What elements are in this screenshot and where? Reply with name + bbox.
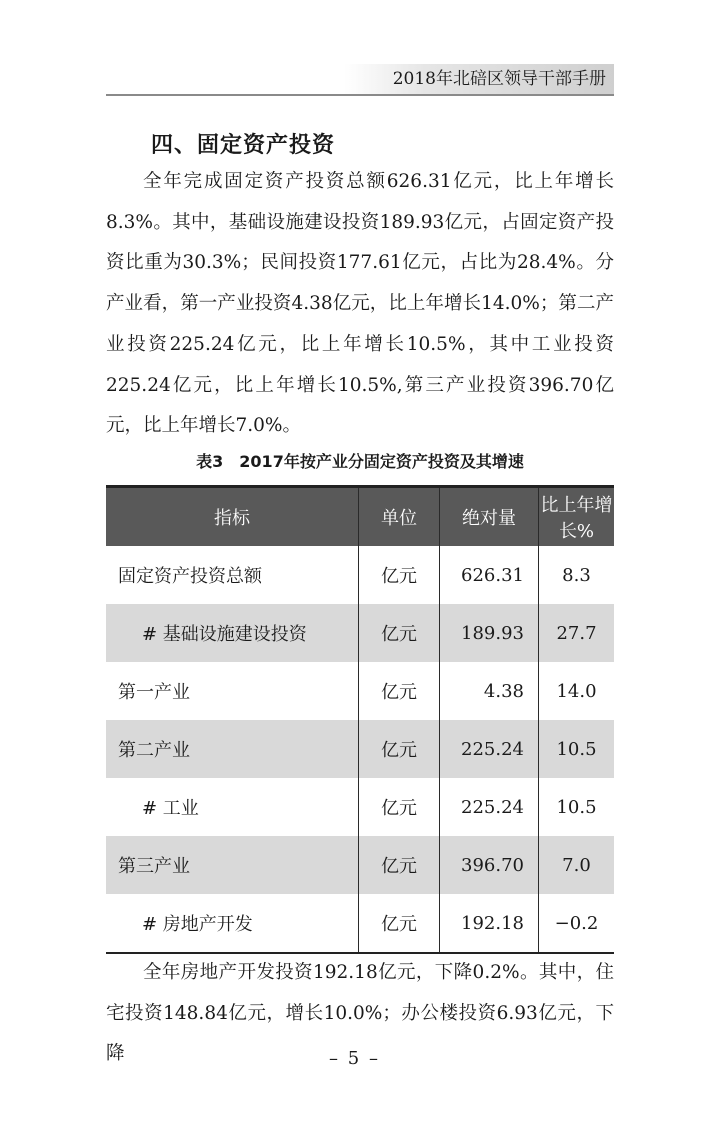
- table-row: [106, 836, 614, 894]
- row-growth: 8.3: [539, 546, 615, 604]
- row-value: 189.93: [440, 604, 539, 662]
- table-caption: 表3 2017年按产业分固定资产投资及其增速: [196, 452, 524, 471]
- section-heading: 四、固定资产投资: [151, 132, 336, 158]
- page-number: – 5 –: [329, 1048, 380, 1069]
- table-row: [106, 546, 614, 604]
- table-row: [106, 778, 614, 836]
- row-name: # 房地产开发: [142, 914, 253, 935]
- table-row: [106, 894, 614, 953]
- row-name: 固定资产投资总额: [118, 566, 262, 587]
- column-header-growth: 比上年增长%: [539, 487, 615, 547]
- row-value: 192.18: [440, 894, 539, 953]
- row-name: 第二产业: [106, 720, 359, 778]
- row-growth: 10.5: [539, 778, 615, 836]
- row-unit: 亿元: [359, 894, 440, 953]
- table-header-row: [106, 487, 614, 547]
- row-growth: −0.2: [539, 894, 615, 953]
- row-value: 225.24: [440, 720, 539, 778]
- paragraph-investment-summary: 全年完成固定资产投资总额626.31亿元，比上年增长8.3%。其中，基础设施建设投资189.93亿元，占固定资产投资比重为30.3%；民间投资177.61亿元，占比为28.4%。分产业看，第一产业投资4.38亿元，比上年增长14.0%；第二产业投资225.24亿元，比上年增长10.5%，其中工业投资225.24亿元，比上年增长10.5%,第三产业投资396.70亿元，比上年增长7.0%。: [106, 171, 614, 437]
- row-unit: 亿元: [359, 662, 440, 720]
- row-unit: 亿元: [359, 836, 440, 894]
- row-value: 626.31: [440, 546, 539, 604]
- column-header-unit: 单位: [359, 487, 440, 547]
- row-unit: 亿元: [359, 546, 440, 604]
- investment-table: [106, 485, 614, 954]
- column-header-indicator: 指标: [106, 487, 359, 547]
- row-value: 396.70: [440, 836, 539, 894]
- row-value: 4.38: [440, 662, 539, 720]
- row-name: 第三产业: [106, 836, 359, 894]
- running-header-title: 2018年北碚区领导干部手册: [344, 64, 614, 94]
- row-unit: 亿元: [359, 778, 440, 836]
- column-header-absolute: 绝对量: [440, 487, 539, 547]
- row-name: # 工业: [142, 798, 199, 819]
- row-unit: 亿元: [359, 604, 440, 662]
- row-growth: 14.0: [539, 662, 615, 720]
- header-rule: [106, 94, 614, 96]
- row-growth: 7.0: [539, 836, 615, 894]
- row-value: 225.24: [440, 778, 539, 836]
- row-growth: 10.5: [539, 720, 615, 778]
- paragraph-real-estate: 全年房地产开发投资192.18亿元，下降0.2%。其中，住宅投资148.84亿元，增长10.0%；办公楼投资6.93亿元，下降: [106, 962, 614, 1065]
- table-row: [106, 662, 614, 720]
- table-row: [106, 720, 614, 778]
- row-name: 第一产业: [118, 682, 190, 703]
- row-growth: 27.7: [539, 604, 615, 662]
- row-name: # 基础设施建设投资: [106, 604, 359, 662]
- row-unit: 亿元: [359, 720, 440, 778]
- table-row: [106, 604, 614, 662]
